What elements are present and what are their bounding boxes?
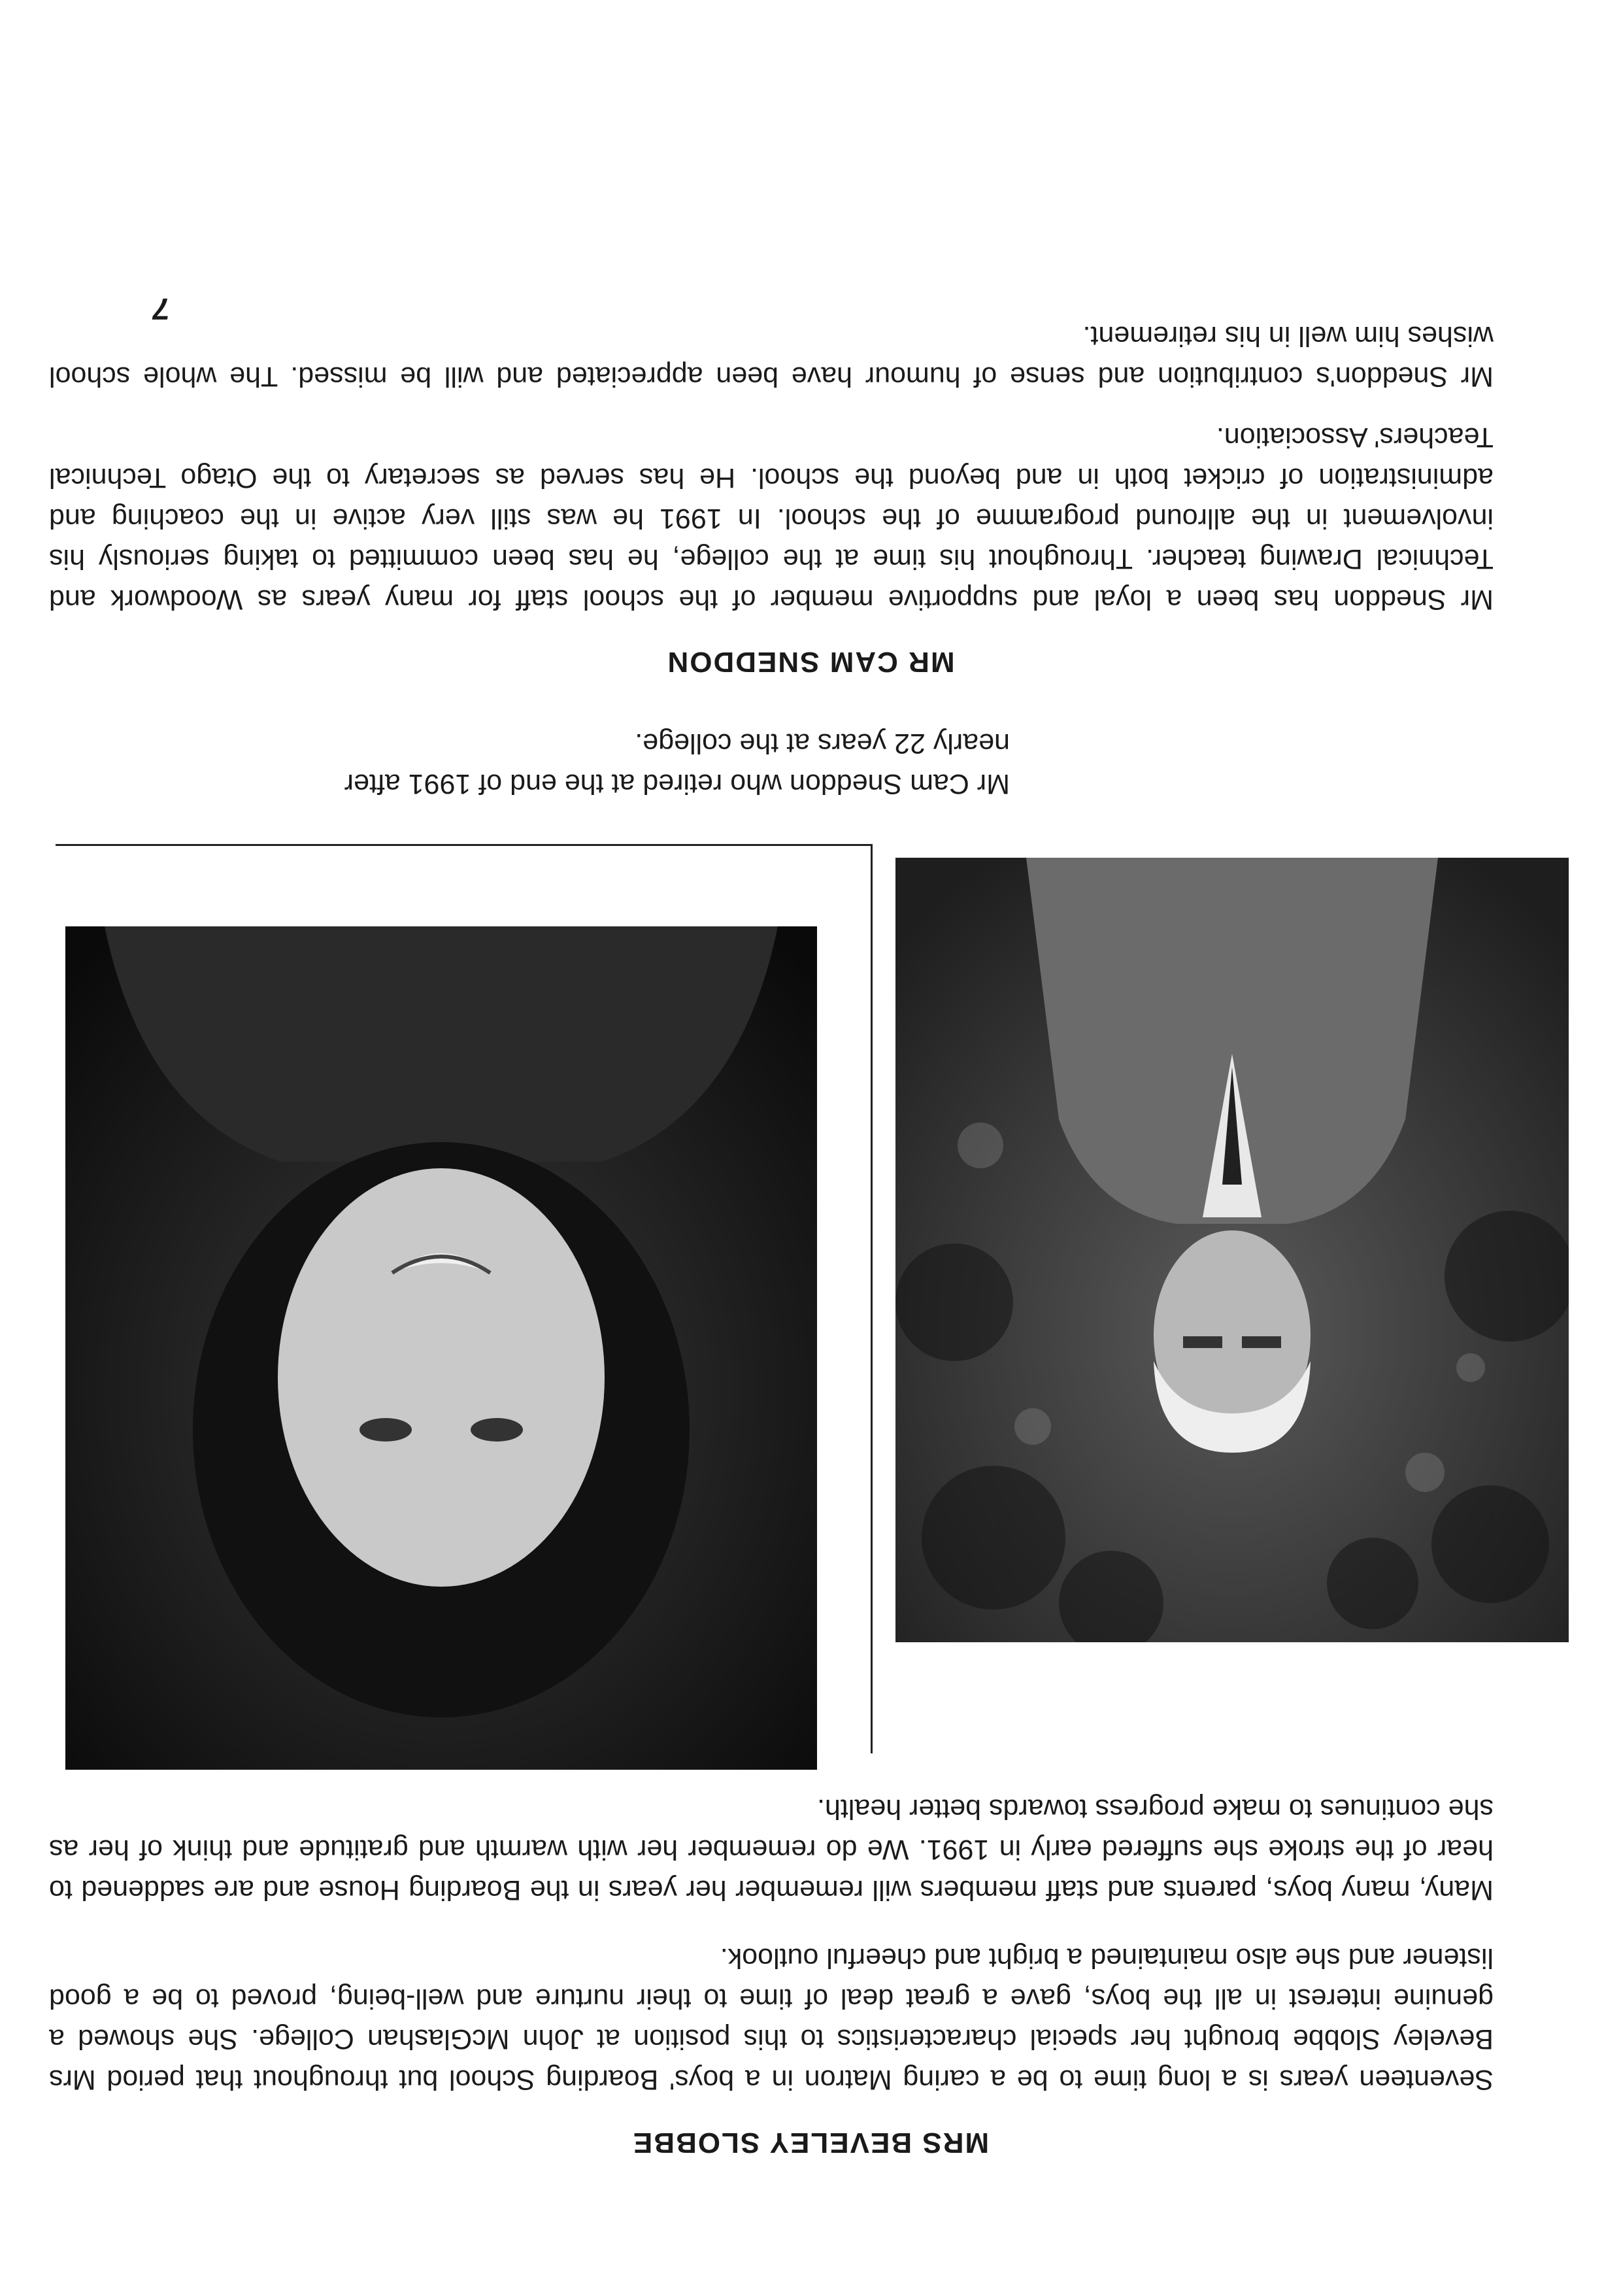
slobbe-remembrance-paragraph: Many, many boys, parents and staff members will remember her years in the Boarding House and are saddened to hear of the stroke she suffered early in 1991. We do remember her with warmth and gratitude and think of her as she continues to make progress towards better health. [49,1793,1494,1906]
slobbe-heading: MRS BEVELEY SLOBBE [631,2127,990,2159]
sneddon-career-paragraph: Mr Sneddon has been a loyal and supportive member of the school staff for many years as Woodwork and Technical Drawing teacher. Throughout his time at the college, he has been committed to taking seriously his involvement in the allround programme of the school. In 1991 he was still very active in the coaching and administration of cricket both in and beyond the school. He has served as secretary to the Otago Technical Teachers' Association. [49,422,1494,615]
slobbe-portrait-photo [65,926,817,1770]
sneddon-heading: MR CAM SNEDDON [666,646,955,678]
sneddon-photo-caption: Mr Cam Sneddon who retired at the end of 1991 after nearly 22 years at the college. [344,728,1010,800]
photo-border-line [871,845,873,1753]
photo-border-line-bottom [56,844,873,846]
slobbe-matron-paragraph: Seventeen years is a long time to be a caring Matron in a boys' Boarding School but throughout that period Mrs Beveley Slobbe brought her special characteristics to this position at John McGlashan College. She showed a genuine interest in all the boys, gave a great deal of time to their nurture and well-being, proved to be a good listener and she also maintained a bright and cheerful outlook. [49,1942,1494,2095]
page-number: 7 [153,292,170,326]
sneddon-portrait-photo [895,858,1569,1642]
sneddon-retirement-wishes: Mr Sneddon's contribution and sense of humour have been appreciated and will be missed. The whole school wishes him well in his retirement. [49,320,1494,392]
